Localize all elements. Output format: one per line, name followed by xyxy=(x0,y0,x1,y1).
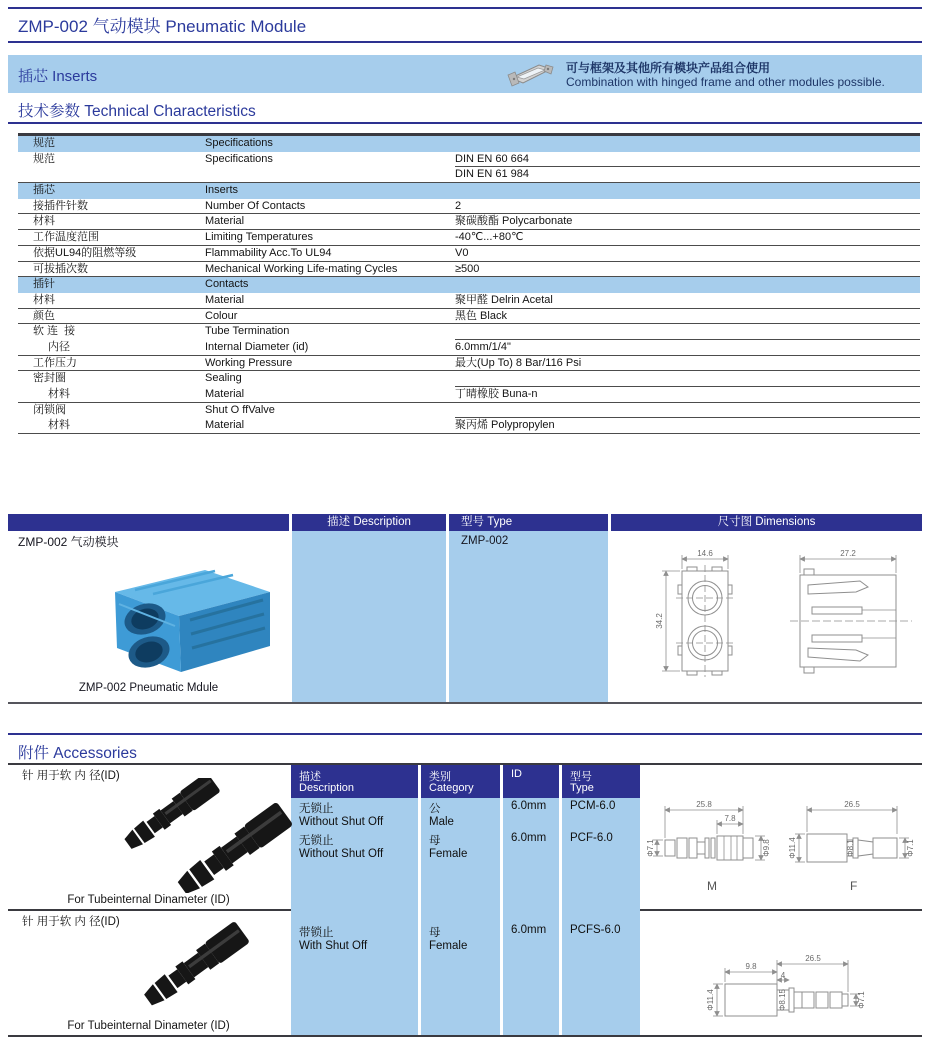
tech-label-zh: 材料 xyxy=(33,215,55,228)
acc-type-value: PCFS-6.0 xyxy=(570,924,621,936)
svg-text:M: M xyxy=(707,879,717,893)
tech-row xyxy=(18,403,920,419)
header-en: Description xyxy=(299,782,355,794)
product-table-header-type: 型号 Type xyxy=(449,514,608,531)
fitting-dimensions-drawing-mf xyxy=(645,790,930,895)
tech-row xyxy=(18,309,920,325)
acc-cat-zh: 母 xyxy=(429,927,441,939)
svg-text:4: 4 xyxy=(780,971,786,980)
header-zh: ID xyxy=(511,768,522,780)
tech-label-zh: 规范 xyxy=(33,152,55,165)
tech-label-en: Limiting Temperatures xyxy=(205,231,314,244)
accessories-heading: 附件 Accessories xyxy=(18,745,137,762)
acc-desc-en: With Shut Off xyxy=(299,940,368,952)
product-description-cell xyxy=(292,531,446,703)
page-title: ZMP-002 气动模块 Pneumatic Module xyxy=(18,17,307,36)
top-rule xyxy=(8,7,922,9)
banner-note-en: Combination with hinged frame and other modules possible. xyxy=(566,75,885,89)
tech-value: -40℃...+80℃ xyxy=(455,231,524,244)
tech-value: 聚碳酸酯 Polycarbonate xyxy=(455,215,573,228)
svg-text:Φ7.1: Φ7.1 xyxy=(906,839,915,857)
tech-label-en: Material xyxy=(205,388,245,400)
tech-row xyxy=(18,356,920,372)
product-table-header-dimensions: 尺寸图 Dimensions xyxy=(611,514,922,531)
product-table-header-image xyxy=(8,514,289,531)
svg-text:Φ11.4: Φ11.4 xyxy=(788,837,797,859)
tech-value: 聚丙烯 Polypropylen xyxy=(455,419,555,432)
acc-id-value: 6.0mm xyxy=(511,832,547,844)
tech-row xyxy=(18,293,920,309)
title-divider xyxy=(8,41,922,43)
tech-row xyxy=(18,214,920,230)
accessories-header-category xyxy=(421,765,500,798)
tech-value: 黑色 Black xyxy=(455,309,507,322)
inserts-banner xyxy=(8,55,922,93)
tech-value: 丁晴橡胶 Buna-n xyxy=(455,388,538,400)
svg-text:9.8: 9.8 xyxy=(745,962,757,971)
acc-type-value: PCM-6.0 xyxy=(570,800,616,812)
acc-cat-en: Male xyxy=(429,816,454,828)
tech-row xyxy=(18,387,920,403)
tech-label-zh: 颜色 xyxy=(33,309,55,322)
tech-label-zh: 规范 xyxy=(33,137,55,149)
acc-type-value: PCF-6.0 xyxy=(570,832,613,844)
tech-row xyxy=(18,199,920,215)
accessories-header-type xyxy=(562,765,640,798)
acc-cat-en: Female xyxy=(429,940,468,952)
tech-label-zh: 密封圈 xyxy=(33,372,66,385)
tech-value: DIN EN 60 664 xyxy=(455,152,529,165)
product-type-cell xyxy=(449,531,608,703)
tech-label-zh: 材料 xyxy=(33,293,55,306)
svg-text:26.5: 26.5 xyxy=(844,800,860,809)
svg-text:7.8: 7.8 xyxy=(724,814,736,823)
svg-text:Φ11.4: Φ11.4 xyxy=(706,989,715,1011)
tech-value: DIN EN 61 984 xyxy=(455,168,529,181)
tech-row xyxy=(18,340,920,356)
svg-text:25.8: 25.8 xyxy=(696,800,712,809)
tech-label-en: Working Pressure xyxy=(205,356,293,369)
acc-desc-zh: 无锁止 xyxy=(299,835,334,847)
svg-text:Φ8.15: Φ8.15 xyxy=(778,989,787,1011)
header-zh: 型号 xyxy=(570,771,592,783)
product-dimensions-drawing xyxy=(650,545,922,697)
acc-desc-en: Without Shut Off xyxy=(299,848,384,860)
tech-row xyxy=(18,371,920,387)
tech-row xyxy=(18,246,920,262)
acc-id-value: 6.0mm xyxy=(511,924,547,936)
tech-label-en: Internal Diameter (id) xyxy=(205,340,309,353)
hose-fittings-photo xyxy=(112,778,317,893)
tech-row xyxy=(18,152,920,168)
tech-label-en: Contacts xyxy=(205,278,249,291)
accessory-block-caption: For Tubeinternal Dinameter (ID) xyxy=(67,894,230,906)
svg-text:Φ9.8: Φ9.8 xyxy=(762,839,771,857)
acc-desc-en: Without Shut Off xyxy=(299,816,384,828)
svg-text:F: F xyxy=(850,879,858,893)
accessories-top-rule xyxy=(8,733,922,735)
tech-row xyxy=(18,324,920,340)
tech-value: 2 xyxy=(455,199,462,212)
tech-label-en: Sealing xyxy=(205,372,242,385)
acc-cat-zh: 公 xyxy=(429,803,441,815)
svg-text:26.5: 26.5 xyxy=(805,954,821,963)
tech-heading-underline xyxy=(8,122,922,124)
header-en: Category xyxy=(429,782,474,794)
tech-label-zh: 接插件针数 xyxy=(33,199,88,212)
tech-label-en: Shut O ffValve xyxy=(205,403,275,416)
hinged-frame-icon xyxy=(505,58,557,88)
product-table-bottom-border xyxy=(8,702,922,704)
header-zh: 类别 xyxy=(429,771,451,783)
acc-desc-zh: 无锁止 xyxy=(299,803,334,815)
tech-label-zh: 内径 xyxy=(48,340,70,353)
tech-label-zh: 可拔插次数 xyxy=(33,262,88,275)
acc-cat-zh: 母 xyxy=(429,835,441,847)
acc-id-value: 6.0mm xyxy=(511,800,547,812)
accessories-divider-left xyxy=(8,909,291,911)
accessories-divider-right xyxy=(640,909,922,911)
tech-label-zh: 工作温度范围 xyxy=(33,231,99,244)
tech-label-zh: 软 连 接 xyxy=(33,325,76,338)
tech-label-en: Mechanical Working Life-mating Cycles xyxy=(205,262,398,275)
tech-value: 6.0mm/1/4" xyxy=(455,340,511,353)
product-caption: ZMP-002 Pneumatic Mdule xyxy=(78,682,219,694)
tech-row xyxy=(18,418,920,434)
svg-text:14.6: 14.6 xyxy=(697,549,713,558)
svg-text:Φ7.1: Φ7.1 xyxy=(646,839,655,857)
tech-table xyxy=(18,133,920,434)
tech-label-zh: 材料 xyxy=(48,388,70,400)
tech-label-en: Inserts xyxy=(205,184,239,197)
accessory-block-label: 针 用于软 内 径(ID) xyxy=(22,770,120,782)
svg-text:Φ7.1: Φ7.1 xyxy=(857,991,866,1009)
accessories-header-id xyxy=(503,765,559,798)
acc-desc-zh: 带锁止 xyxy=(299,927,334,939)
banner-label: 插芯 Inserts xyxy=(18,68,98,85)
svg-text:34.2: 34.2 xyxy=(655,613,664,629)
tech-row xyxy=(18,230,920,246)
tech-label-zh: 材料 xyxy=(48,419,70,432)
product-table-header-description: 描述 Description xyxy=(292,514,446,531)
tech-section-row xyxy=(18,136,920,152)
header-en: Type xyxy=(570,782,594,794)
tech-value: 聚甲醛 Delrin Acetal xyxy=(455,293,553,306)
pneumatic-module-photo xyxy=(75,560,290,678)
tech-label-zh: 工作压力 xyxy=(33,356,77,369)
tech-row xyxy=(18,262,920,278)
tech-label-en: Material xyxy=(205,293,245,306)
tech-section-row xyxy=(18,277,920,293)
svg-text:27.2: 27.2 xyxy=(840,549,856,558)
tech-label-zh: 依据UL94的阻燃等级 xyxy=(33,246,137,259)
tech-label-en: Material xyxy=(205,215,245,228)
tech-label-en: Number Of Contacts xyxy=(205,199,306,212)
tech-section-row xyxy=(18,183,920,199)
fitting-dimensions-drawing-fs xyxy=(700,952,925,1037)
tech-label-zh: 插芯 xyxy=(33,184,55,197)
tech-label-en: Flammability Acc.To UL94 xyxy=(205,246,332,259)
accessory-block-label: 针 用于软 内 径(ID) xyxy=(22,916,120,928)
tech-label-en: Specifications xyxy=(205,152,273,165)
tech-label-zh: 闭锁阀 xyxy=(33,403,66,416)
tech-label-en: Colour xyxy=(205,309,238,322)
banner-note-zh: 可与框架及其他所有模块产品组合使用 xyxy=(566,61,771,75)
tech-label-en: Tube Termination xyxy=(205,325,290,338)
tech-value: V0 xyxy=(455,246,469,259)
tech-row xyxy=(18,167,920,183)
hose-fitting-photo xyxy=(118,922,303,1017)
header-zh: 描述 xyxy=(299,771,321,783)
tech-label-zh: 插针 xyxy=(33,278,55,291)
tech-value: 最大(Up To) 8 Bar/116 Psi xyxy=(455,356,582,369)
product-name: ZMP-002 气动模块 xyxy=(18,535,119,549)
tech-label-en: Specifications xyxy=(205,137,273,149)
tech-heading: 技术参数 Technical Characteristics xyxy=(18,103,256,120)
tech-value: ≥500 xyxy=(455,262,480,275)
acc-cat-en: Female xyxy=(429,848,468,860)
product-type-value: ZMP-002 xyxy=(461,535,509,547)
tech-label-en: Material xyxy=(205,419,245,432)
accessory-block-caption: For Tubeinternal Dinameter (ID) xyxy=(67,1020,230,1032)
svg-text:Φ8.1: Φ8.1 xyxy=(846,839,855,857)
